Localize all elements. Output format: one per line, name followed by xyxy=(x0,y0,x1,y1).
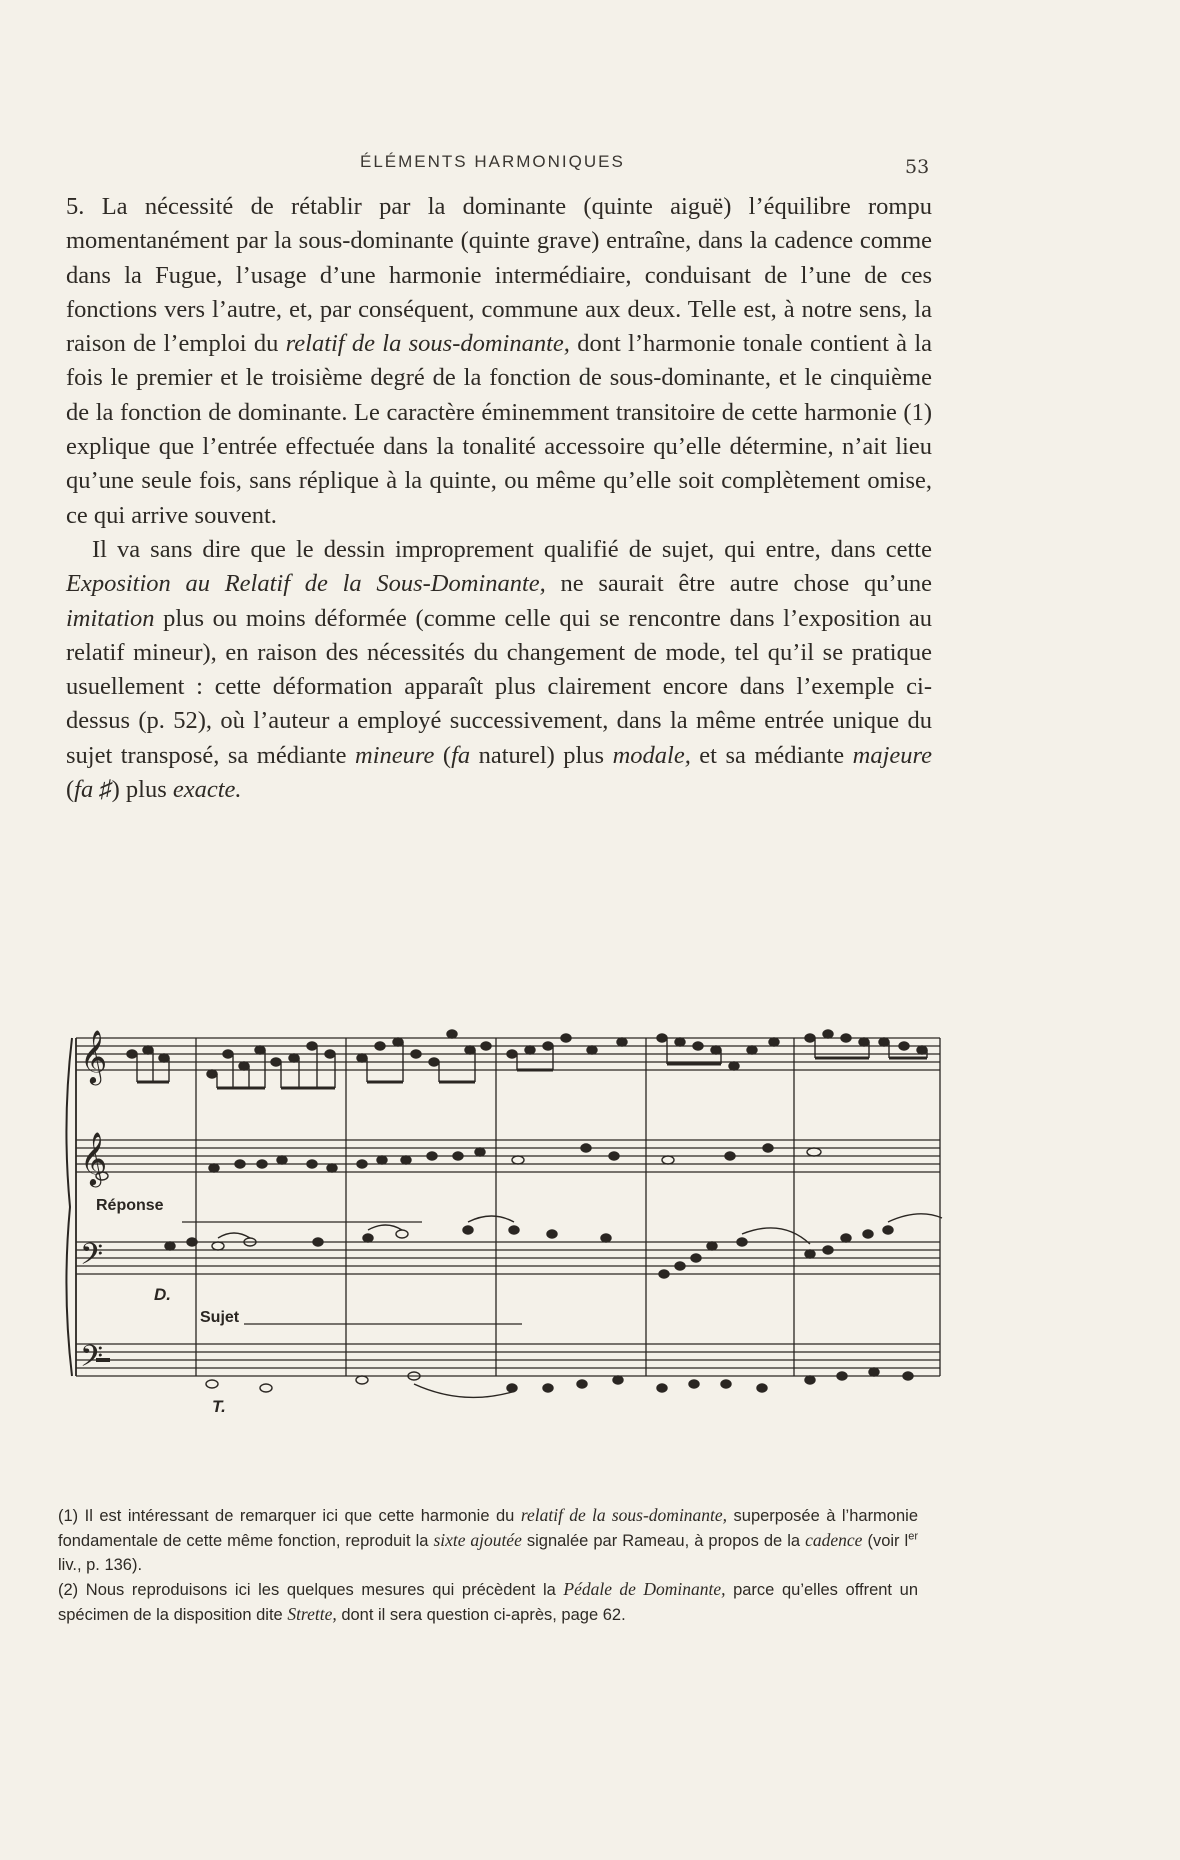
score-svg xyxy=(62,1012,948,1412)
footnote-2: (2) Nous reproduisons ici les quelques mesures qui précèdent la Pédale de Dominante, parce qu’elles offrent un spécimen de la disposition dite Strette, dont il sera question ci-après, page 62. xyxy=(58,1579,918,1624)
footnotes xyxy=(58,1503,918,1627)
footnote-1: (1) Il est intéressant de remarquer ici que cette harmonie du relatif de la sous-dominante, superposée à l’harmonie fondamentale de cette même fonction, reproduit la sixte ajoutée signalée par Rameau, à propos de la cadence (voir $l^{er}$ liv., p. 136). xyxy=(58,1505,919,1574)
svg-text:𝄢: 𝄢 xyxy=(80,1238,104,1279)
page-number: 53 xyxy=(905,156,930,178)
label-sujet: Sujet xyxy=(200,1309,240,1326)
paragraph-2: Il va sans dire que le dessin improprement qualifié de sujet, qui entre, dans cette Exposition au Relatif de la Sous-Dominante, ne saurait être autre chose qu’une imitation plus ou moins déformée (comme celle qui se rencontre dans l’exposition au relatif mineur), en raison des nécessités du changement de mode, tel qu’il se pratique usuellement : cette déformation apparaît plus clairement encore dans l’exemple ci-dessus (p. 52), où l’auteur a employé successivement, dans la même entrée unique du sujet transposé, sa médiante mineure (fa naturel) plus modale, et sa médiante majeure (fa ♯) plus exacte. xyxy=(66,535,932,804)
paragraph-5: 5. La nécessité de rétablir par la dominante (quinte aiguë) l’équilibre rompu momentanément par la sous-dominante (quinte grave) entraîne, dans la cadence comme dans la Fugue, l’usage d’une harmonie intermédiaire, conduisant de l’une de ces fonctions vers l’autre, et, par conséquent, commune aux deux. Telle est, à notre sens, la raison de l’emploi du relatif de la sous-dominante, dont l’harmonie tonale contient à la fois le premier et le troisième degré de la fonction de sous-dominante, et le cinquième de la fonction de dominante. Le caractère éminemment transitoire de cette harmonie (1) explique que l’entrée effectuée dans la tonalité accessoire qu’elle détermine, n’ait lieu qu’une seule fois, sans réplique à la quinte, ou même qu’elle soit complètement omise, ce qui arrive souvent. xyxy=(66,193,932,529)
term-relatif: relatif de la sous-dominante, xyxy=(285,330,570,358)
svg-text:𝄢: 𝄢 xyxy=(80,1340,104,1381)
svg-text:𝄞: 𝄞 xyxy=(80,1131,108,1185)
label-reponse: Réponse xyxy=(96,1197,164,1214)
label-d: D. xyxy=(154,1285,171,1304)
body-text xyxy=(66,190,932,807)
music-score xyxy=(62,1012,948,1412)
running-title: ÉLÉMENTS HARMONIQUES xyxy=(360,152,625,171)
label-t: T. xyxy=(212,1397,226,1412)
svg-text:𝄞: 𝄞 xyxy=(80,1029,108,1083)
term-exposition: Exposition au Relatif de la Sous-Dominante, xyxy=(66,570,546,598)
page-header xyxy=(0,152,1180,182)
